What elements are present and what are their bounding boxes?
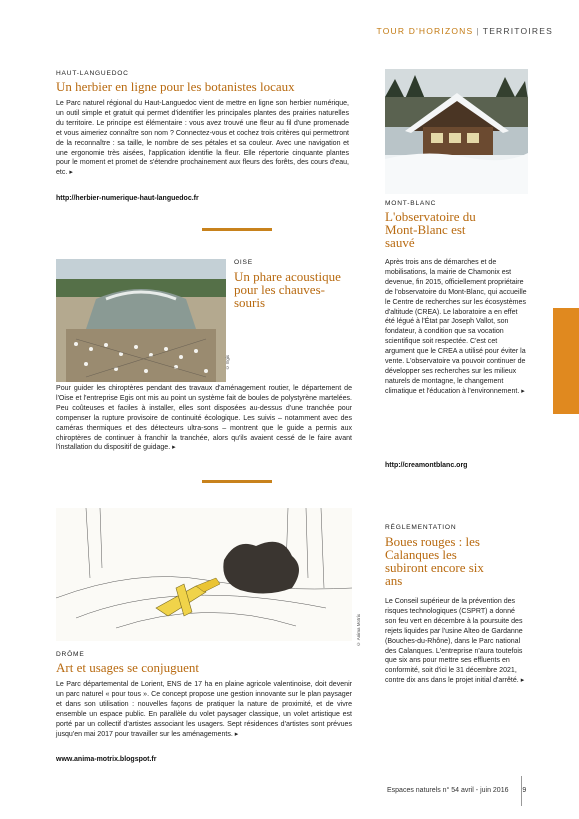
article3-region: OISE <box>234 259 253 266</box>
construction-site-photo <box>56 259 226 382</box>
article5-region: RÉGLEMENTATION <box>385 524 457 531</box>
article5-title: Boues rouges : les Calanques les subiront encore six ans <box>385 534 484 588</box>
article1-link[interactable]: http://herbier-numerique-haut-languedoc.fr <box>56 195 199 202</box>
article5-body <box>385 597 528 686</box>
publication-info: Espaces naturels n° 54 avril - juin 2016 <box>387 787 509 794</box>
article2-link[interactable]: http://creamontblanc.org <box>385 462 468 469</box>
running-header <box>376 26 553 36</box>
article3-body-column <box>56 384 352 453</box>
article4-illustration-credit: © Anima Motrix <box>356 614 361 647</box>
article3-paragraph: Pour guider les chiroptères pendant des travaux d'aménagement routier, le département de l'Oise et l'entreprise Egis ont mis au point un système fait de boules de polystyrène martelées. Peu coûteuses et faciles à installer, elles sont disposées au-dessus d'une tranchée pour compenser la rupture provisoire de continuité écologique. Les suivis – notamment avec des caméras thermiques et des détecteurs ultra-sons – montrent que le guide a permis aux chiroptères de continuer à franchir la tranchée, alors qu'ils avaient cessé de le faire avant l'installation du dispositif de guidage. ▸ <box>56 385 352 452</box>
article4-region: DRÔME <box>56 651 85 658</box>
article4-paragraph: Le Parc départemental de Lorient, ENS de 17 ha en plaine agricole valentinoise, doit devenir un parc naturel « pour tous ». Ce concept propose une gestion innovante sur le plan paysager et dans son utilisation : nouvelles façons de pratiquer la nature de proximité, et de vivre ensemble un espace public. En parallèle du volet paysager classique, un volet artistique est porté par un collectif d'artistes associant les usagers. Sept résidences d'artistes sont prévues jusqu'en mai 2017 pour travailler sur les aménagements. ▸ <box>56 681 352 738</box>
article2-title: L'observatoire du Mont-Blanc est sauvé <box>385 209 476 250</box>
footer-vertical-rule <box>521 776 522 806</box>
article4-body <box>56 680 352 739</box>
article5-paragraph: Le Conseil supérieur de la prévention des risques technologiques (CSPRT) a donné son feu vert en décembre à la poursuite des rejets liquides par l'usine Alteo de Gardanne (Bouches-du-Rhône), dans le Parc national des Calanques. L'entreprise n'aura toutefois que six ans pour mettre ses effluents en conformité, soit d'ici le 31 décembre 2021, contre dix ans dans le projet initial d'arrêté. ▸ <box>385 598 525 685</box>
side-color-tab <box>553 308 579 414</box>
article4-link[interactable]: www.anima-motrix.blogspot.fr <box>56 756 157 763</box>
article3-title: Un phare acoustique pour les chauves-souris <box>234 269 341 310</box>
subsection-name: TERRITOIRES <box>482 26 553 36</box>
article2-paragraph: Après trois ans de démarches et de mobilisations, la mairie de Chamonix est devenue, fin 2015, officiellement propriétaire de l'observatoire du Mont-Blanc, qui accueille le Centre de recherches sur les écosystèmes d'altitude (CREA). Le laboratoire a en effet été légué à l'État par Joseph Vallot, son fondateur, à condition que sa vocation scientifique soit respectée. C'est cet argument que le CREA a utilisé pour éviter la vente. L'observatoire va pouvoir continuer de développer ses recherches sur les milieux naturels de montagne, le changement climatique et l'éducation à l'environnement. ▸ <box>385 259 527 395</box>
separator-rule <box>202 228 272 231</box>
article1-title: Un herbier en ligne pour les botanistes locaux <box>56 79 295 94</box>
section-name: TOUR D'HORIZONS <box>376 26 474 36</box>
article1-body <box>56 99 349 178</box>
article2-body <box>385 258 528 397</box>
header-separator: | <box>476 26 480 36</box>
art-illustration <box>56 508 352 641</box>
article3-photo-credit: © Egis <box>225 355 230 371</box>
article2-region: MONT-BLANC <box>385 200 437 207</box>
separator-rule <box>202 480 272 483</box>
article4-title: Art et usages se conjuguent <box>56 660 199 675</box>
page-footer <box>387 787 526 794</box>
article1-paragraph: Le Parc naturel régional du Haut-Languedoc vient de mettre en ligne son herbier numérique, un outil simple et gratuit qui permet d'identifier les principales plantes des prairies naturelles du territoire. Le principe est élémentaire : vous avez trouvé une fleur au fil d'une promenade et vous aimeriez connaître son nom ? Connectez-vous et cochez trois critères qui permettront de la reconnaître : sa taille, le nombre de ses pétales et sa couleur. Avec une navigation et une ergonomie très aisées, l'application identifie la fleur. Elle répertorie cinquante plantes pour le moment et promet de s'étendre prochainement aux fleurs des forêts, des cours d'eau, etc. ▸ <box>56 100 349 177</box>
observatory-photo <box>385 69 528 194</box>
article1-region: HAUT-LANGUEDOC <box>56 70 129 77</box>
page-number: 9 <box>522 787 527 794</box>
